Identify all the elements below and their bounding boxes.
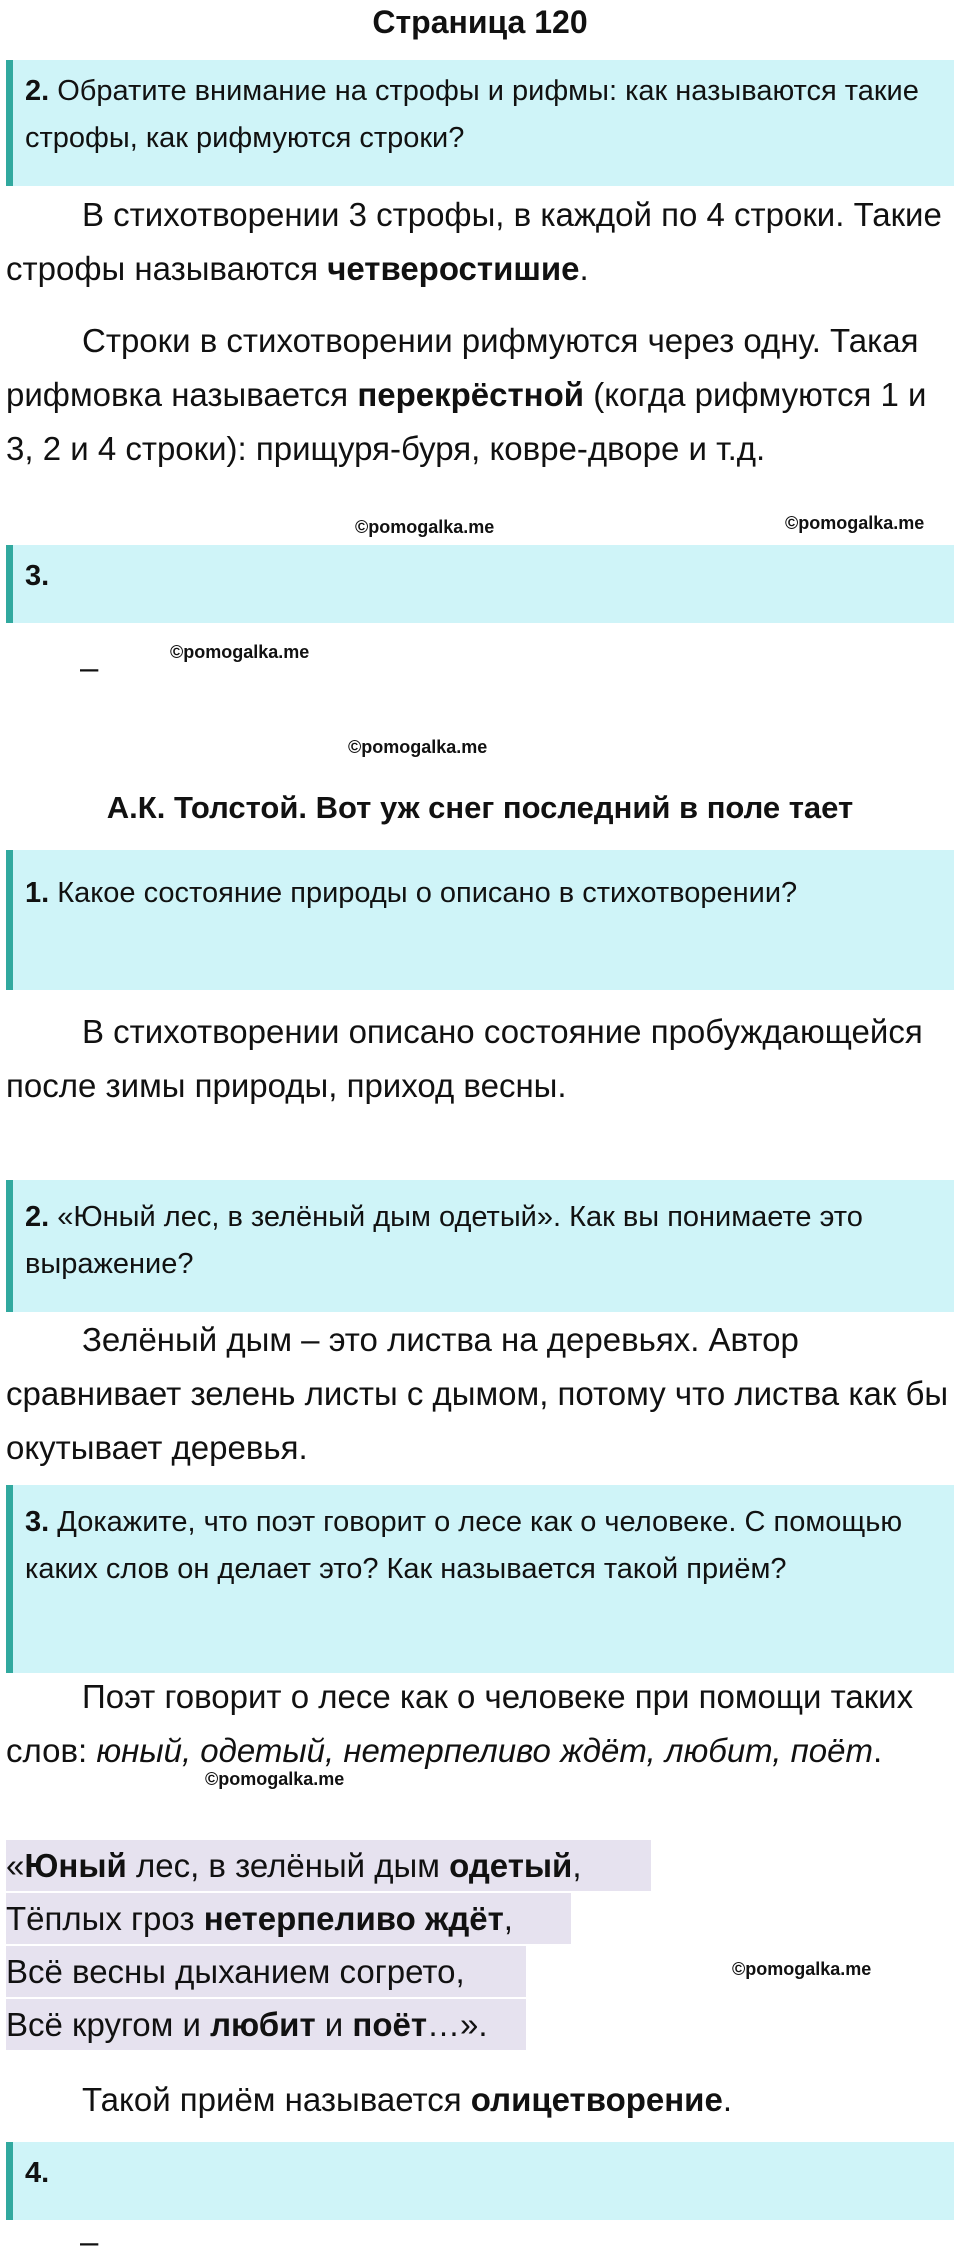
answer-paragraph	[6, 2073, 954, 2127]
poem-keyword: Юный	[24, 1847, 127, 1884]
question-text: Обратите внимание на строфы и рифмы: как называются такие строфы, как рифмуются строки?	[25, 75, 919, 154]
answer-text: Поэт говорит о лесе как о человеке при помощи таких слов:	[6, 1678, 914, 1769]
answer-dash: –	[80, 649, 99, 686]
poem-keyword: нетерпеливо ждёт	[203, 1900, 504, 1937]
question-text: Какое состояние природы о описано в стихотворении?	[49, 877, 798, 909]
poem-line	[6, 1946, 526, 1997]
question-box-1	[6, 850, 954, 990]
poem-text: Всё весны дыханием согрето,	[6, 1953, 465, 1990]
answer-paragraph	[6, 1313, 954, 1475]
answer-term: перекрёстной	[357, 376, 585, 413]
question-box-3	[6, 545, 954, 623]
poem-line	[6, 1893, 571, 1944]
question-box-2	[6, 1180, 954, 1312]
question-box-4	[6, 2142, 954, 2220]
answer-paragraph	[6, 1670, 954, 1778]
poem-text: Тёплых гроз	[6, 1900, 204, 1937]
watermark: ©pomogalka.me	[170, 642, 310, 662]
question-box-2	[6, 60, 954, 186]
poem-keyword: любит	[210, 2006, 316, 2043]
poem-text: Всё кругом и	[6, 2006, 211, 2043]
poem-text: ,	[572, 1847, 582, 1884]
answer-text: В стихотворении 3 строфы, в каждой по 4 строки. Такие строфы называются	[6, 196, 942, 287]
question-box-3	[6, 1485, 954, 1673]
watermark: ©pomogalka.me	[732, 1959, 872, 1979]
answer-text: Строки в стихотворении рифмуются через одну. Такая рифмовка называется	[6, 322, 919, 413]
question-number: 4.	[25, 2157, 50, 2189]
poem-text: и	[315, 2006, 353, 2043]
watermark: ©pomogalka.me	[205, 1769, 345, 1789]
section-title: А.К. Толстой. Вот уж снег последний в поле тает	[106, 790, 854, 825]
question-text: Докажите, что поэт говорит о лесе как о человеке. С помощью каких слов он делает это? Как называется такой приём?	[25, 1506, 903, 1585]
question-number: 1.	[25, 877, 50, 909]
answer-term: четверостишие	[327, 250, 580, 287]
question-number: 2.	[25, 1201, 50, 1233]
poem-text: лес, в зелёный дым	[126, 1847, 450, 1884]
poem-line	[6, 1840, 651, 1891]
watermark: ©pomogalka.me	[355, 517, 495, 537]
answer-text-end: .	[579, 250, 589, 287]
answer-paragraph	[6, 314, 954, 476]
watermark: ©pomogalka.me	[348, 737, 488, 757]
watermark: ©pomogalka.me	[785, 513, 925, 533]
answer-text-end: (когда рифмуются 1 и 3, 2 и 4 строки): прищуря-буря, ковре-дворе и т.д.	[6, 376, 927, 467]
page-title: Страница 120	[372, 4, 588, 40]
poem-line	[6, 1999, 526, 2050]
answer-text-end: .	[873, 1732, 883, 1769]
answer-text: В стихотворении описано состояние пробуждающейся после зимы природы, приход весны.	[6, 1013, 923, 1104]
answer-text: Такой приём называется	[82, 2081, 471, 2118]
answer-examples: юный, одетый, нетерпеливо ждёт, любит, поёт	[96, 1732, 873, 1769]
answer-paragraph	[6, 1005, 954, 1113]
poem-text: «	[6, 1847, 25, 1884]
poem-text: …».	[427, 2006, 488, 2043]
answer-text: Зелёный дым – это листва на деревьях. Автор сравнивает зелень листы с дымом, потому что листва как бы окутывает деревья.	[6, 1321, 949, 1466]
poem-keyword: одетый	[449, 1847, 573, 1884]
answer-dash: –	[80, 2223, 99, 2260]
answer-term: олицетворение	[470, 2081, 723, 2118]
question-number: 2.	[25, 75, 50, 107]
answer-text-end: .	[722, 2081, 732, 2118]
question-number: 3.	[25, 560, 50, 592]
question-number: 3.	[25, 1506, 50, 1538]
poem-text: ,	[503, 1900, 513, 1937]
poem-keyword: поёт	[352, 2006, 428, 2043]
answer-paragraph	[6, 188, 954, 296]
question-text: «Юный лес, в зелёный дым одетый». Как вы понимаете это выражение?	[25, 1201, 863, 1280]
